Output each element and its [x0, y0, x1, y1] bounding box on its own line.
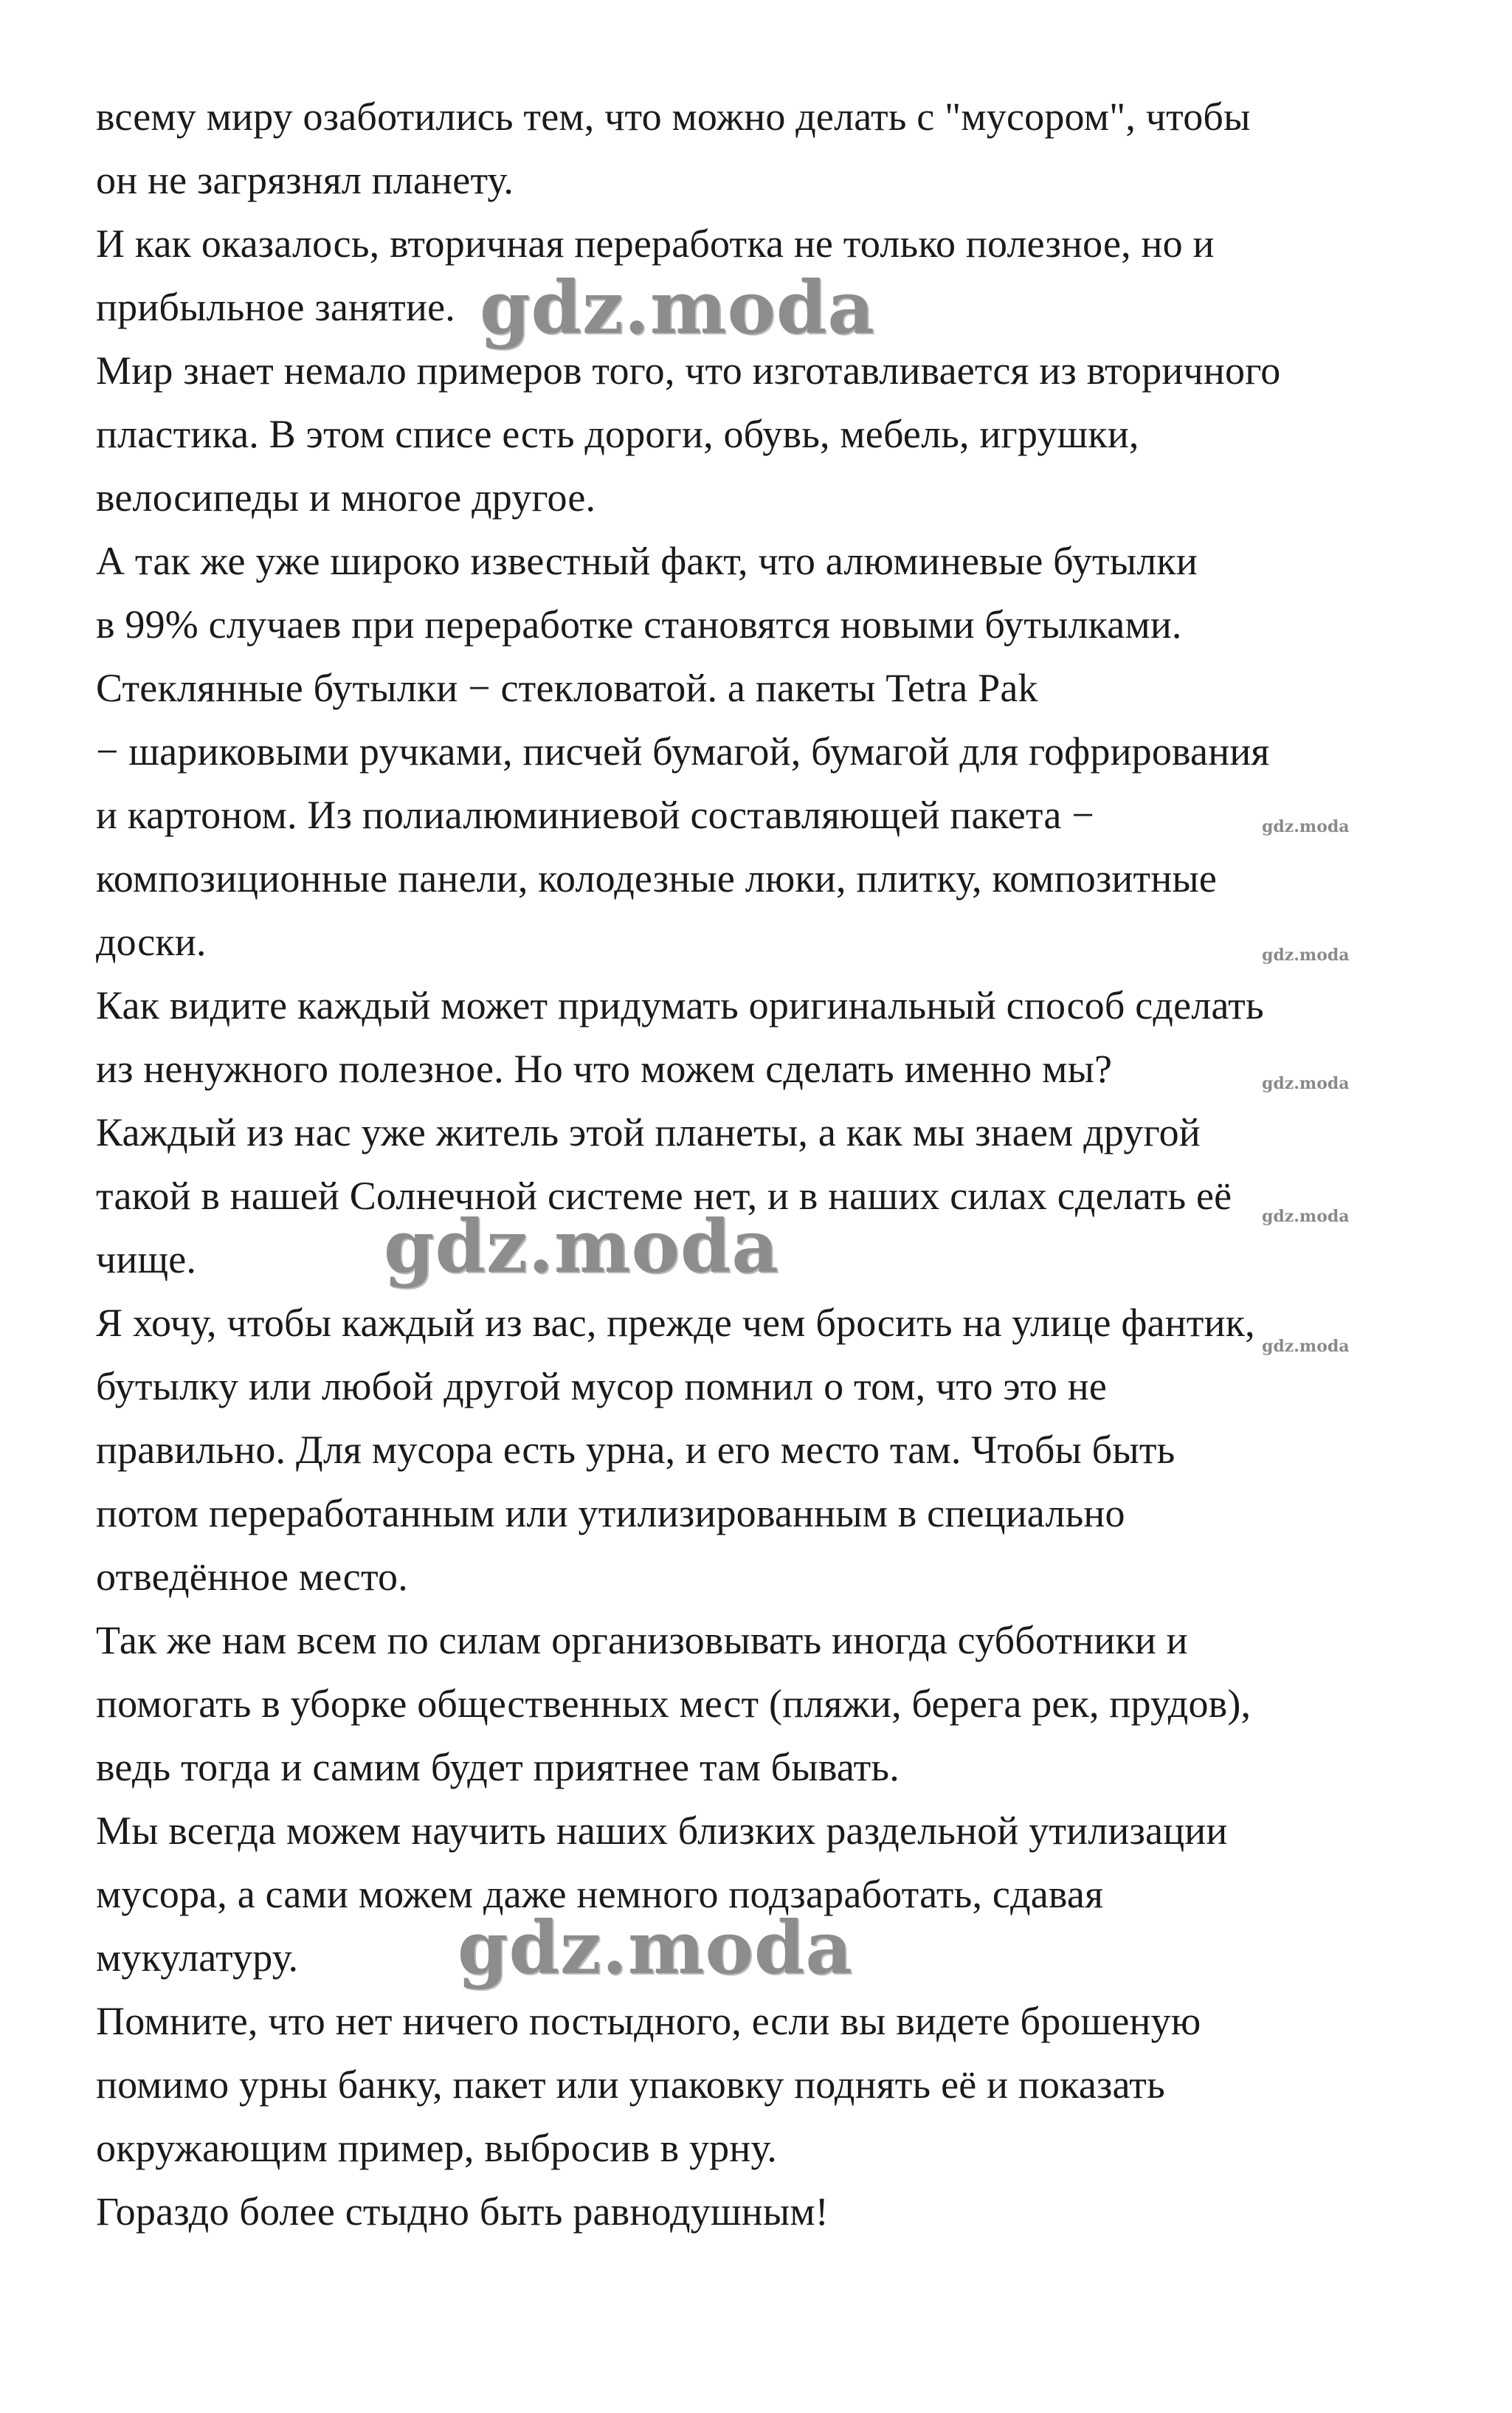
- watermark-small: gdz.moda: [1262, 1207, 1350, 1226]
- text-line: окружающим пример, выбросив в урну.: [96, 2126, 777, 2170]
- text-line: и картоном. Из полиалюминиевой составляющей пакета −: [96, 793, 1094, 837]
- text-line: мукулатуру.: [96, 1935, 299, 1980]
- text-line: отведённое место.: [96, 1555, 408, 1599]
- text-line: потом переработанным или утилизированным в специально: [96, 1491, 1125, 1535]
- text-line: И как оказалось, вторичная переработка не только полезное, но и: [96, 221, 1215, 266]
- text-line: прибыльное занятие.: [96, 285, 455, 329]
- text-line: он не загрязнял планету.: [96, 158, 514, 202]
- watermark-small: gdz.moda: [1262, 1074, 1350, 1093]
- text-line: ведь тогда и самим будет приятнее там бывать.: [96, 1745, 900, 1789]
- watermark-small: gdz.moda: [1262, 817, 1350, 836]
- text-line: Так же нам всем по силам организовывать иногда субботники и: [96, 1618, 1188, 1662]
- watermark-small: gdz.moda: [1262, 1337, 1350, 1356]
- text-line: А так же уже широко известный факт, что алюминевые бутылки: [96, 539, 1198, 583]
- text-line: Каждый из нас уже житель этой планеты, а как мы знаем другой: [96, 1110, 1201, 1154]
- text-line: Стеклянные бутылки − стекловатой. а пакеты Tetra Pak: [96, 666, 1038, 710]
- watermark-logo: gdz.moda: [480, 266, 875, 351]
- text-line: мусора, а сами можем даже немного подзаработать, сдавая: [96, 1872, 1104, 1916]
- watermark-small: gdz.moda: [1262, 946, 1350, 965]
- text-line: бутылку или любой другой мусор помнил о том, что это не: [96, 1364, 1108, 1408]
- text-line: Гораздо более стыдно быть равнодушным!: [96, 2189, 829, 2234]
- text-line: чище.: [96, 1237, 197, 1281]
- text-line: − шариковыми ручками, писчей бумагой, бумагой для гофрирования: [96, 729, 1270, 774]
- text-line: такой в нашей Солнечной системе нет, и в наших силах сделать её: [96, 1174, 1232, 1218]
- text-line: Я хочу, чтобы каждый из вас, прежде чем бросить на улице фантик,: [96, 1301, 1255, 1345]
- text-line: всему миру озаботились тем, что можно делать с "мусором", чтобы: [96, 94, 1251, 139]
- text-line: помогать в уборке общественных мест (пляжи, берега рек, прудов),: [96, 1681, 1252, 1726]
- text-line: пластика. В этом списе есть дороги, обувь, мебель, игрушки,: [96, 412, 1139, 456]
- text-line: правильно. Для мусора есть урна, и его место там. Чтобы быть: [96, 1428, 1176, 1472]
- text-line: велосипеды и многое другое.: [96, 475, 596, 520]
- text-line: Мир знает немало примеров того, что изготавливается из вторичного: [96, 348, 1281, 393]
- text-line: Помните, что нет ничего постыдного, если вы видете брошеную: [96, 1999, 1201, 2043]
- watermark-logo: gdz.moda: [384, 1205, 779, 1290]
- text-line: композиционные панели, колодезные люки, плитку, композитные: [96, 856, 1218, 901]
- text-line: помимо урны банку, пакет или упаковку поднять её и показать: [96, 2062, 1165, 2107]
- text-line: в 99% случаев при переработке становятся новыми бутылками.: [96, 602, 1182, 647]
- text-line: Как видите каждый может придумать оригинальный способ сделать: [96, 983, 1264, 1027]
- text-line: Мы всегда можем научить наших близких раздельной утилизации: [96, 1808, 1228, 1853]
- text-line: из ненужного полезное. Но что можем сделать именно мы?: [96, 1047, 1113, 1091]
- watermark-logo: gdz.moda: [458, 1906, 853, 1991]
- text-line: доски.: [96, 920, 207, 964]
